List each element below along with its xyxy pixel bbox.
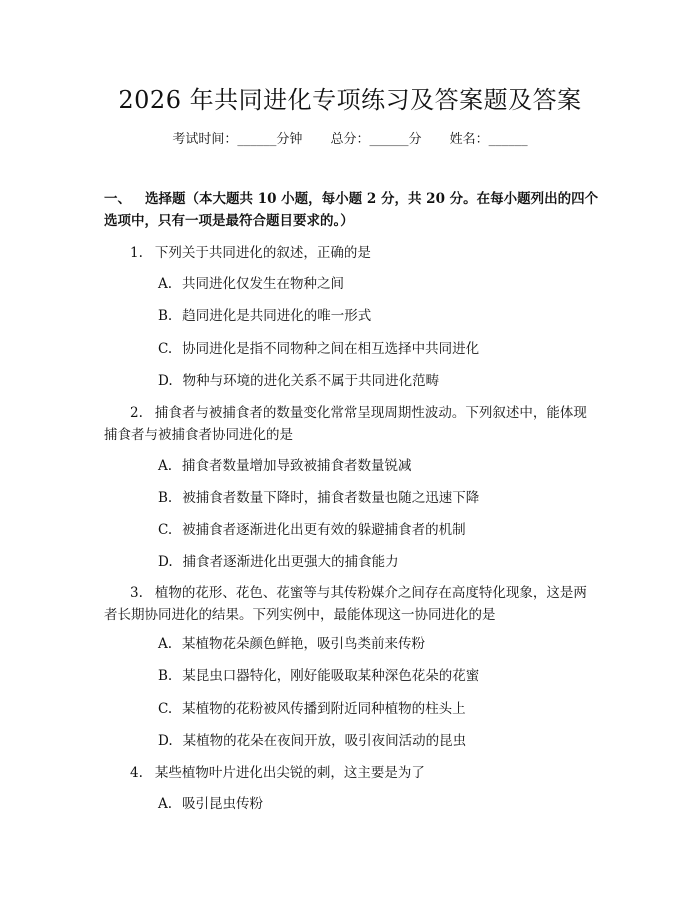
option-letter: A. <box>158 458 173 474</box>
option-text: 被捕食者逐渐进化出更有效的躲避捕食者的机制 <box>182 522 466 538</box>
total-score-label: 总分： <box>330 132 370 147</box>
option-text: 某植物花朵颜色鲜艳，吸引鸟类前来传粉 <box>182 636 426 652</box>
option-text: 被捕食者数量下降时，捕食者数量也随之迅速下降 <box>182 490 480 506</box>
option-letter: B. <box>158 490 173 506</box>
total-score-unit: 分 <box>408 132 422 147</box>
question-2-option-b <box>158 488 598 508</box>
question-2-option-d <box>158 552 598 572</box>
option-text: 协同进化是指不同物种之间在相互选择中共同进化 <box>182 341 480 357</box>
exam-time-label: 考试时间： <box>172 132 238 147</box>
question-1 <box>104 242 600 264</box>
option-text: 某植物的花粉被风传播到附近同种植物的柱头上 <box>182 701 466 717</box>
question-1-option-c <box>158 339 598 359</box>
option-letter: C. <box>158 701 173 717</box>
total-score-field <box>330 132 421 147</box>
question-3-option-c <box>158 699 598 719</box>
question-3-option-d <box>158 731 598 751</box>
option-text: 趋同进化是共同进化的唯一形式 <box>182 308 372 324</box>
page-title: 2026 年共同进化专项练习及答案题及答案 <box>118 86 582 114</box>
total-score-blank: ______ <box>369 132 409 147</box>
option-letter: D. <box>158 733 173 749</box>
question-text: 某些植物叶片进化出尖锐的刺，这主要是为了 <box>154 765 425 781</box>
question-4 <box>104 762 600 784</box>
exam-time-field <box>172 132 302 147</box>
option-text: 吸引昆虫传粉 <box>182 796 264 812</box>
question-3-option-b <box>158 666 598 686</box>
option-letter: A. <box>158 636 173 652</box>
student-name-field <box>450 132 528 147</box>
question-text: 植物的花形、花色、花蜜等与其传粉媒介之间存在高度特化现象，这是两者长期协同进化的结果。下列实例中，最能体现这一协同进化的是 <box>104 585 587 623</box>
option-letter: C. <box>158 341 173 357</box>
section-heading <box>104 188 604 232</box>
question-2-option-a <box>158 456 598 476</box>
question-2-option-c <box>158 520 598 540</box>
question-text: 捕食者与被捕食者的数量变化常常呈现周期性波动。下列叙述中，能体现捕食者与被捕食者协同进化的是 <box>104 405 587 443</box>
section-instructions: 选择题（本大题共 10 小题，每小题 2 分，共 20 分。在每小题列出的四个选项中，只有一项是最符合题目要求的。） <box>104 191 599 229</box>
option-text: 共同进化仅发生在物种之间 <box>182 276 345 292</box>
option-letter: D. <box>158 554 173 570</box>
student-name-label: 姓名： <box>449 132 489 147</box>
question-1-option-b <box>158 306 598 326</box>
option-letter: C. <box>158 522 173 538</box>
exam-time-unit: 分钟 <box>276 132 303 147</box>
question-number: 4. <box>130 765 143 781</box>
option-text: 某植物的花朵在夜间开放，吸引夜间活动的昆虫 <box>182 733 467 749</box>
question-3 <box>104 582 600 626</box>
question-number: 1. <box>130 245 143 261</box>
option-text: 某昆虫口器特化，刚好能吸取某种深色花朵的花蜜 <box>182 668 480 684</box>
question-number: 3. <box>130 585 143 601</box>
option-text: 捕食者逐渐进化出更强大的捕食能力 <box>182 554 399 570</box>
option-text: 捕食者数量增加导致被捕食者数量锐减 <box>182 458 412 474</box>
question-4-option-a <box>158 794 598 814</box>
option-letter: A. <box>158 796 173 812</box>
option-letter: D. <box>158 373 173 389</box>
question-3-option-a <box>158 634 598 654</box>
exam-time-blank: ______ <box>237 132 277 147</box>
question-2 <box>104 402 600 446</box>
question-text: 下列关于共同进化的叙述，正确的是 <box>154 245 371 261</box>
section-number: 一、 <box>104 191 131 207</box>
option-letter: B. <box>158 668 173 684</box>
option-letter: B. <box>158 308 173 324</box>
student-name-blank: ______ <box>488 132 528 147</box>
option-text: 物种与环境的进化关系不属于共同进化范畴 <box>182 373 440 389</box>
option-letter: A. <box>158 276 173 292</box>
question-number: 2. <box>130 405 143 421</box>
exam-meta-line <box>0 130 700 150</box>
question-1-option-d <box>158 371 598 391</box>
question-1-option-a <box>158 274 598 294</box>
